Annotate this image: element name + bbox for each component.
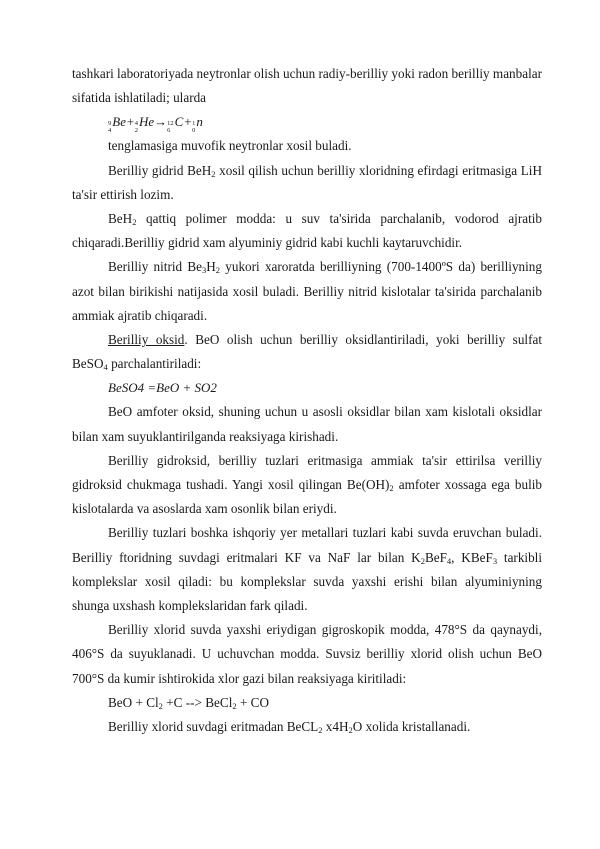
text-run: Berilliy tuzlari boshka ishqoriy yer metallari tuzlari kabi suvda eruvchan buladi. Berilliy ftoridning suvdagi eritmalari KF va NaF lar bilan K [72, 525, 542, 565]
text-run: tarkibli komplekslar xosil qiladi: bu komplekslar suvda yaxshi erishi bilan alyuminiyning shunga uxshash komplekslaridan fark qiladi. [72, 549, 543, 614]
text-run: amfoter xossaga ega bulib kislotalarda va asoslarda xam osonlik bilan eriydi. [72, 477, 543, 517]
chloride-synthesis-equation [72, 691, 542, 715]
isotope-numbers [167, 121, 174, 134]
subscript: 2 [420, 555, 425, 566]
text-run: qattiq polimer modda: u suv ta'sirida parchalanib, vodorod ajratib chiqaradi.Berilliy gidrid xam alyuminiy gidrid kabi kuchli kaytaruvchidir. [72, 211, 542, 251]
underlined-term: Berilliy oksid [108, 332, 185, 348]
mass-number: 12 [167, 120, 174, 128]
subscript: 2 [211, 168, 216, 179]
paragraph-beryllium-hydride [72, 159, 542, 207]
subscript: 3 [492, 555, 498, 566]
paragraph-beryllium-salts [72, 521, 542, 618]
text-run: O xolida kristallanadi. [352, 719, 471, 735]
text-run: x4H [322, 719, 349, 735]
text-run: + CO [236, 694, 269, 710]
paragraph-beh2-polymer [72, 207, 542, 255]
sulfate-decomposition-equation: BeSO4 =BeO + SO2 [108, 380, 217, 396]
atomic-number: 6 [167, 126, 171, 134]
text-run: parchalantiriladi: [107, 356, 202, 372]
mass-number: 1 [192, 120, 196, 128]
text-run: +C --> BeCl [162, 694, 233, 710]
mass-number: 9 [108, 120, 112, 128]
text-run: BeH [108, 211, 133, 227]
text-run: H [206, 259, 216, 275]
isotope-numbers [135, 121, 138, 134]
atomic-number: 4 [108, 126, 112, 134]
text-run: BeF [424, 549, 447, 565]
reaction-arrow: → [154, 114, 168, 130]
subscript: 2 [318, 725, 323, 736]
subscript: 2 [215, 265, 221, 276]
paragraph-neutron-sources: tashkari laboratoriyada neytronlar olish uchun radiy-berilliy yoki radon berilliy manbalar sifatida ishlatiladi; ularda [72, 66, 542, 106]
subscript: 2 [158, 700, 163, 711]
plus-sign: + [183, 114, 193, 130]
subscript: 2 [232, 700, 237, 711]
nuclear-reaction-equation [108, 110, 542, 134]
subscript: 3 [202, 265, 207, 276]
subscript: 2 [132, 217, 137, 228]
text-run: Berilliy xlorid suvdagi eritmadan BeCL [108, 719, 319, 735]
text-run: xosil qilish uchun berilliy xloridning efirdagi eritmasiga LiH ta'sir ettirish lozim. [72, 162, 542, 202]
element-symbol: He [139, 114, 155, 130]
paragraph-amphoteric-oxide: BeO amfoter oksid, shuning uchun u asosli oksidlar bilan xam kislotali oksidlar bilan xam suyuklantirilganda reaksiyaga kirishadi. [72, 404, 542, 444]
element-symbol: n [196, 114, 203, 130]
isotope-numbers [108, 121, 111, 134]
text-run: , KBeF [451, 549, 493, 565]
text-run: Berilliy nitrid Be [108, 259, 202, 275]
paragraph-beryllium-oxide [72, 328, 542, 376]
subscript: 4 [103, 362, 108, 373]
paragraph-beryllium-nitride [72, 255, 542, 328]
text-run: Berilliy gidrid BeH [108, 162, 212, 178]
element-symbol: Be [112, 114, 126, 130]
text-run: . BeO olish uchun berilliy oksidlantiriladi, yoki berilliy sulfat BeSO [72, 332, 542, 372]
subscript: 2 [389, 483, 394, 494]
atomic-number: 2 [134, 126, 138, 134]
paragraph-chloride-crystallization [72, 715, 542, 739]
text-run: Berilliy gidroksid, berilliy tuzlari eritmasiga ammiak ta'sir ettirilsa verilliy gidroksid chukmaga tushadi. Yangi xosil qilingan Be(OH) [72, 452, 542, 493]
subscript: 2 [348, 725, 353, 736]
text-run: yukori xaroratda berilliyning (700-1400ºS da) berilliyning azot bilan birikishi natijasida xosil buladi. Berilliy nitrid kislotalar ta'sirida parchalanib ammiak ajratib chiqaradi. [72, 259, 542, 323]
paragraph-beryllium-hydroxide [72, 449, 542, 522]
atomic-number: 0 [192, 126, 196, 134]
paragraph-neutron-formation: tenglamasiga muvofik neytronlar xosil buladi. [108, 138, 352, 154]
paragraph-beryllium-chloride: Berilliy xlorid suvda yaxshi eriydigan gigroskopik modda, 478°S da qaynaydi, 406°S da suyuklanadi. U uchuvchan modda. Suvsiz berilliy xlorid olish uchun BeO 700°S da kumir ishtirokida xlor gazi bilan reaksiyaga kiritiladi: [72, 622, 542, 686]
mass-number: 4 [134, 120, 138, 128]
isotope-numbers [192, 121, 195, 134]
text-run: BeO + Cl [108, 694, 159, 710]
plus-sign: + [125, 114, 135, 130]
element-symbol: C [174, 114, 184, 130]
subscript: 4 [446, 555, 452, 566]
